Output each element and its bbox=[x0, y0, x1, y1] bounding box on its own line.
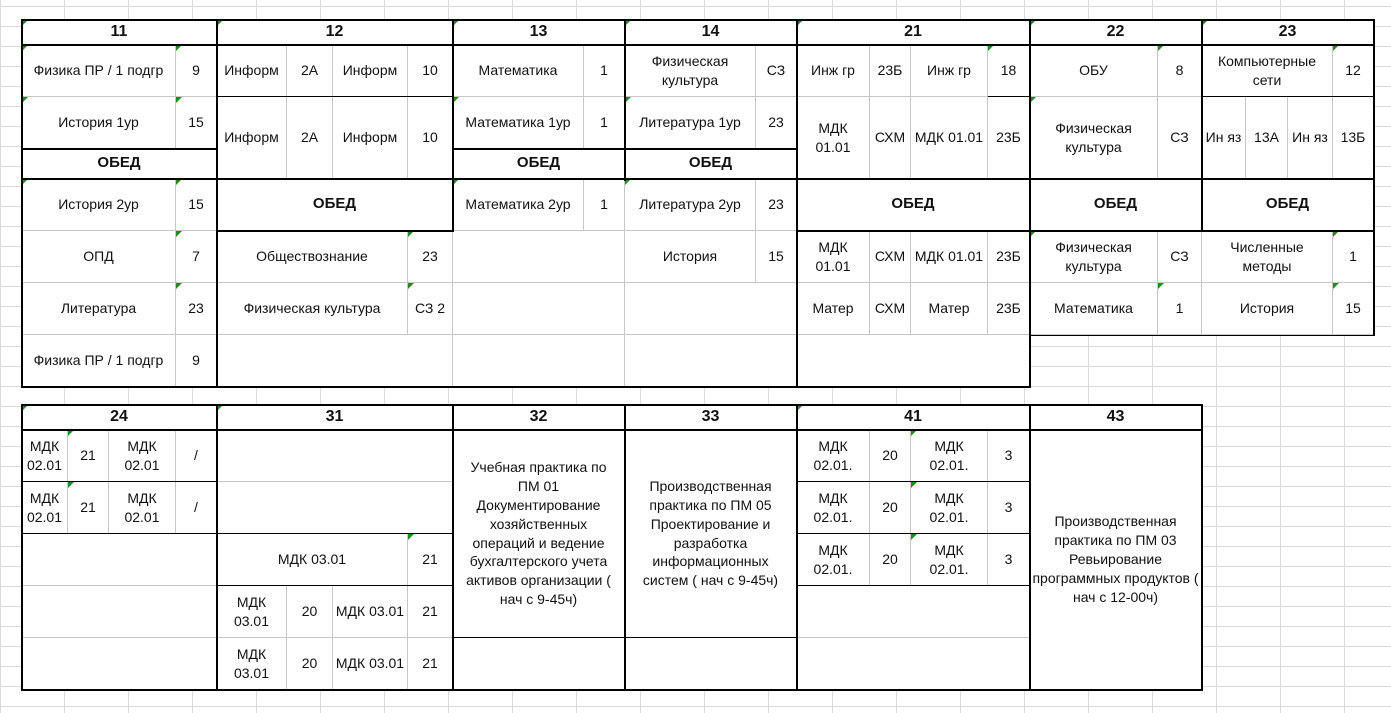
subject-cell[interactable]: Физика ПР / 1 подгр bbox=[22, 45, 176, 97]
room-cell[interactable]: 1 bbox=[584, 97, 625, 149]
table-border bbox=[1201, 19, 1203, 232]
room-cell[interactable]: СЗ bbox=[1158, 231, 1202, 283]
empty-cell[interactable] bbox=[453, 283, 625, 335]
room-cell[interactable]: СХМ bbox=[870, 97, 911, 179]
empty-cell[interactable] bbox=[217, 482, 453, 534]
cell-border bbox=[22, 533, 217, 534]
room-cell[interactable]: 20 bbox=[870, 430, 911, 482]
subject-cell[interactable]: Информ bbox=[217, 97, 287, 179]
subject-cell[interactable]: Ин яз bbox=[1202, 97, 1246, 179]
room-cell[interactable]: 20 bbox=[870, 534, 911, 586]
practice-cell[interactable]: Производственная практика по ПМ 03 Ревьирование программных продуктов ( нач с 12-00ч) bbox=[1030, 430, 1202, 690]
subject-cell[interactable]: Обществознание bbox=[217, 231, 408, 283]
room-cell[interactable]: 12 bbox=[1333, 45, 1374, 97]
subject-cell[interactable]: Численные методы bbox=[1202, 231, 1333, 283]
group-header[interactable]: 12 bbox=[217, 20, 453, 45]
subject-cell[interactable]: Физика ПР / 1 подгр bbox=[22, 335, 176, 387]
cell-border bbox=[797, 481, 1030, 482]
subject-cell[interactable]: Физическая культура bbox=[217, 283, 408, 335]
room-cell[interactable]: 15 bbox=[756, 231, 797, 283]
subject-cell[interactable]: Информ bbox=[333, 97, 408, 179]
cell-border bbox=[217, 586, 218, 690]
subject-cell[interactable]: Инж гр bbox=[797, 45, 870, 97]
table-border bbox=[1030, 335, 1374, 336]
subject-cell[interactable]: Литература 1ур bbox=[625, 97, 756, 149]
group-header[interactable]: 14 bbox=[625, 20, 797, 45]
subject-cell[interactable]: МДК 01.01 bbox=[911, 97, 988, 179]
empty-cell[interactable] bbox=[797, 335, 1030, 387]
cell-border bbox=[988, 96, 1030, 97]
room-cell[interactable]: 1 bbox=[1158, 283, 1202, 335]
lunch-cell[interactable]: ОБЕД bbox=[1202, 179, 1374, 231]
subject-cell[interactable]: Литература 2ур bbox=[625, 179, 756, 231]
lunch-border bbox=[21, 148, 218, 150]
subject-cell[interactable]: МДК 02.01. bbox=[911, 430, 988, 482]
room-cell[interactable]: 20 bbox=[287, 586, 333, 638]
cell-border bbox=[797, 585, 1030, 586]
room-cell[interactable]: 23 bbox=[408, 231, 453, 283]
subject-cell[interactable]: Информ bbox=[333, 45, 408, 97]
subject-cell[interactable]: Математика 1ур bbox=[453, 97, 584, 149]
lunch-cell[interactable]: ОБЕД bbox=[453, 149, 625, 179]
subject-cell[interactable]: МДК 03.01 bbox=[217, 638, 287, 690]
subject-cell[interactable]: Математика bbox=[453, 45, 584, 97]
room-cell[interactable]: 20 bbox=[870, 482, 911, 534]
room-cell[interactable]: / bbox=[176, 482, 217, 534]
table-border bbox=[21, 404, 23, 691]
subject-cell[interactable]: Физическая культура bbox=[1030, 97, 1158, 179]
room-cell[interactable]: / bbox=[176, 430, 217, 482]
subject-cell[interactable]: Информ bbox=[217, 45, 287, 97]
room-cell[interactable]: 21 bbox=[68, 482, 109, 534]
subject-cell[interactable]: История 1ур bbox=[22, 97, 176, 149]
subject-cell[interactable]: МДК 01.01 bbox=[797, 231, 870, 283]
table-border bbox=[452, 19, 454, 232]
table-border bbox=[21, 429, 1203, 431]
cell-border bbox=[453, 637, 797, 638]
empty-cell[interactable] bbox=[217, 335, 453, 387]
lunch-border bbox=[216, 230, 454, 232]
empty-cell[interactable] bbox=[453, 638, 625, 690]
cell-border bbox=[797, 533, 1030, 534]
table-border bbox=[21, 404, 1203, 406]
group-header[interactable]: 23 bbox=[1202, 20, 1374, 45]
subject-cell[interactable]: МДК 02.01. bbox=[797, 534, 870, 586]
subject-cell[interactable]: Физическая культура bbox=[625, 45, 756, 97]
cell-border bbox=[1202, 96, 1374, 97]
subject-cell[interactable]: МДК 02.01 bbox=[22, 482, 68, 534]
empty-cell[interactable] bbox=[453, 231, 625, 283]
group-header[interactable]: 24 bbox=[22, 405, 217, 430]
subject-cell[interactable]: МДК 02.01. bbox=[797, 482, 870, 534]
empty-cell[interactable] bbox=[22, 638, 217, 690]
room-cell[interactable]: СХМ bbox=[870, 283, 911, 335]
subject-cell[interactable]: Математика 2ур bbox=[453, 179, 584, 231]
empty-cell[interactable] bbox=[217, 430, 453, 482]
lunch-cell[interactable]: ОБЕД bbox=[22, 149, 217, 179]
subject-cell[interactable]: История 2ур bbox=[22, 179, 176, 231]
room-cell[interactable]: 1 bbox=[584, 179, 625, 231]
subject-cell[interactable]: МДК 02.01. bbox=[911, 534, 988, 586]
room-cell[interactable]: 7 bbox=[176, 231, 217, 283]
empty-cell[interactable] bbox=[625, 638, 797, 690]
room-cell[interactable]: 8 bbox=[1158, 45, 1202, 97]
cell-border bbox=[22, 481, 217, 482]
table-border bbox=[796, 404, 798, 691]
practice-cell[interactable]: Производственная практика по ПМ 05 Проектирование и разработка информационных систем ( нач с 9-45ч) bbox=[625, 430, 797, 638]
lunch-border bbox=[216, 178, 454, 180]
room-cell[interactable]: 23 bbox=[756, 179, 797, 231]
cell-border bbox=[217, 533, 453, 534]
room-cell[interactable]: 21 bbox=[68, 430, 109, 482]
lunch-border bbox=[796, 178, 1375, 180]
practice-cell[interactable]: Учебная практика по ПМ 01 Документирование хозяйственных операций и ведение бухгалтерского учета активов организации ( нач с 9-45ч) bbox=[453, 430, 625, 638]
empty-cell[interactable] bbox=[797, 586, 1030, 638]
group-header[interactable]: 32 bbox=[453, 405, 625, 430]
table-border bbox=[21, 19, 23, 388]
room-cell[interactable]: 23Б bbox=[988, 231, 1030, 283]
subject-cell[interactable]: МДК 02.01. bbox=[911, 482, 988, 534]
group-header[interactable]: 33 bbox=[625, 405, 797, 430]
subject-cell[interactable]: МДК 02.01 bbox=[22, 430, 68, 482]
room-cell[interactable]: 21 bbox=[408, 638, 453, 690]
room-cell[interactable]: 23Б bbox=[870, 45, 911, 97]
lunch-cell[interactable]: ОБЕД bbox=[1030, 179, 1202, 231]
room-cell[interactable]: 23Б bbox=[988, 97, 1030, 179]
group-header[interactable]: 21 bbox=[797, 20, 1030, 45]
room-cell[interactable]: СХМ bbox=[870, 231, 911, 283]
empty-cell[interactable] bbox=[625, 335, 797, 387]
lunch-border bbox=[452, 178, 798, 180]
subject-cell[interactable]: МДК 03.01 bbox=[217, 586, 287, 638]
lunch-cell[interactable]: ОБЕД bbox=[217, 179, 453, 231]
group-header[interactable]: 41 bbox=[797, 405, 1030, 430]
room-cell[interactable]: 3 bbox=[988, 534, 1030, 586]
lunch-cell[interactable]: ОБЕД bbox=[797, 179, 1030, 231]
table-border bbox=[1029, 404, 1031, 691]
table-border bbox=[796, 19, 798, 388]
table-border bbox=[624, 404, 626, 691]
subject-cell[interactable]: История bbox=[625, 231, 756, 283]
empty-cell[interactable] bbox=[22, 534, 217, 586]
empty-cell[interactable] bbox=[453, 335, 625, 387]
room-cell[interactable]: 15 bbox=[176, 179, 217, 231]
subject-cell[interactable]: МДК 01.01 bbox=[797, 97, 870, 179]
table-border bbox=[452, 404, 454, 691]
room-cell[interactable]: 23 bbox=[176, 283, 217, 335]
room-cell[interactable]: 3 bbox=[988, 482, 1030, 534]
table-border bbox=[21, 689, 1203, 691]
cell-border bbox=[217, 96, 453, 97]
room-cell[interactable]: 9 bbox=[176, 335, 217, 387]
subject-cell[interactable]: МДК 03.01 bbox=[217, 534, 408, 586]
lunch-border bbox=[21, 178, 218, 180]
subject-cell[interactable]: Компьютерные сети bbox=[1202, 45, 1333, 97]
group-header[interactable]: 11 bbox=[22, 20, 217, 45]
room-cell[interactable]: СЗ bbox=[1158, 97, 1202, 179]
group-header[interactable]: 13 bbox=[453, 20, 625, 45]
subject-cell[interactable]: МДК 02.01 bbox=[109, 430, 176, 482]
empty-cell[interactable] bbox=[797, 638, 1030, 690]
room-cell[interactable]: 23Б bbox=[988, 283, 1030, 335]
room-cell[interactable]: 15 bbox=[1333, 283, 1374, 335]
table-border bbox=[1029, 19, 1031, 388]
room-cell[interactable]: 2А bbox=[287, 45, 333, 97]
room-cell[interactable]: 10 bbox=[408, 97, 453, 179]
subject-cell[interactable]: МДК 01.01 bbox=[911, 231, 988, 283]
subject-cell[interactable]: Физическая культура bbox=[1030, 231, 1158, 283]
room-cell[interactable]: 9 bbox=[176, 45, 217, 97]
subject-cell[interactable]: Литература bbox=[22, 283, 176, 335]
room-cell[interactable]: 20 bbox=[287, 638, 333, 690]
lunch-cell[interactable]: ОБЕД bbox=[625, 149, 797, 179]
table-border bbox=[624, 19, 626, 181]
group-header[interactable]: 31 bbox=[217, 405, 453, 430]
room-cell[interactable]: 13А bbox=[1246, 97, 1288, 179]
room-cell[interactable]: 18 bbox=[988, 45, 1030, 97]
room-cell[interactable]: 2А bbox=[287, 97, 333, 179]
table-border bbox=[216, 19, 218, 388]
table-border bbox=[21, 386, 1030, 388]
group-header[interactable]: 43 bbox=[1030, 405, 1202, 430]
empty-cell[interactable] bbox=[22, 586, 217, 638]
room-cell[interactable]: 1 bbox=[1333, 231, 1374, 283]
room-cell[interactable]: 21 bbox=[408, 534, 453, 586]
group-header[interactable]: 22 bbox=[1030, 20, 1202, 45]
room-cell[interactable]: 13Б bbox=[1333, 97, 1374, 179]
subject-cell[interactable]: Ин яз bbox=[1288, 97, 1333, 179]
table-border bbox=[21, 19, 1375, 21]
room-cell[interactable]: 21 bbox=[408, 586, 453, 638]
room-cell[interactable]: 10 bbox=[408, 45, 453, 97]
subject-cell[interactable]: ОПД bbox=[22, 231, 176, 283]
lunch-border bbox=[796, 230, 1375, 232]
lunch-border bbox=[452, 148, 798, 150]
empty-cell[interactable] bbox=[625, 283, 797, 335]
subject-cell[interactable]: МДК 03.01 bbox=[333, 586, 408, 638]
subject-cell[interactable]: МДК 02.01 bbox=[109, 482, 176, 534]
room-cell[interactable]: СЗ 2 bbox=[408, 283, 453, 335]
subject-cell[interactable]: Инж гр bbox=[911, 45, 988, 97]
subject-cell[interactable]: Математика bbox=[1030, 283, 1158, 335]
room-cell[interactable]: 3 bbox=[988, 430, 1030, 482]
subject-cell[interactable]: История bbox=[1202, 283, 1333, 335]
subject-cell[interactable]: МДК 03.01 bbox=[333, 638, 408, 690]
cell-border bbox=[217, 585, 453, 586]
subject-cell[interactable]: Матер bbox=[911, 283, 988, 335]
room-cell[interactable]: СЗ bbox=[756, 45, 797, 97]
room-cell[interactable]: 15 bbox=[176, 97, 217, 149]
room-cell[interactable]: 1 bbox=[584, 45, 625, 97]
room-cell[interactable]: 23 bbox=[756, 97, 797, 149]
table-border bbox=[1201, 404, 1203, 691]
subject-cell[interactable]: ОБУ bbox=[1030, 45, 1158, 97]
subject-cell[interactable]: МДК 02.01. bbox=[797, 430, 870, 482]
subject-cell[interactable]: Матер bbox=[797, 283, 870, 335]
table-border bbox=[21, 44, 1375, 46]
